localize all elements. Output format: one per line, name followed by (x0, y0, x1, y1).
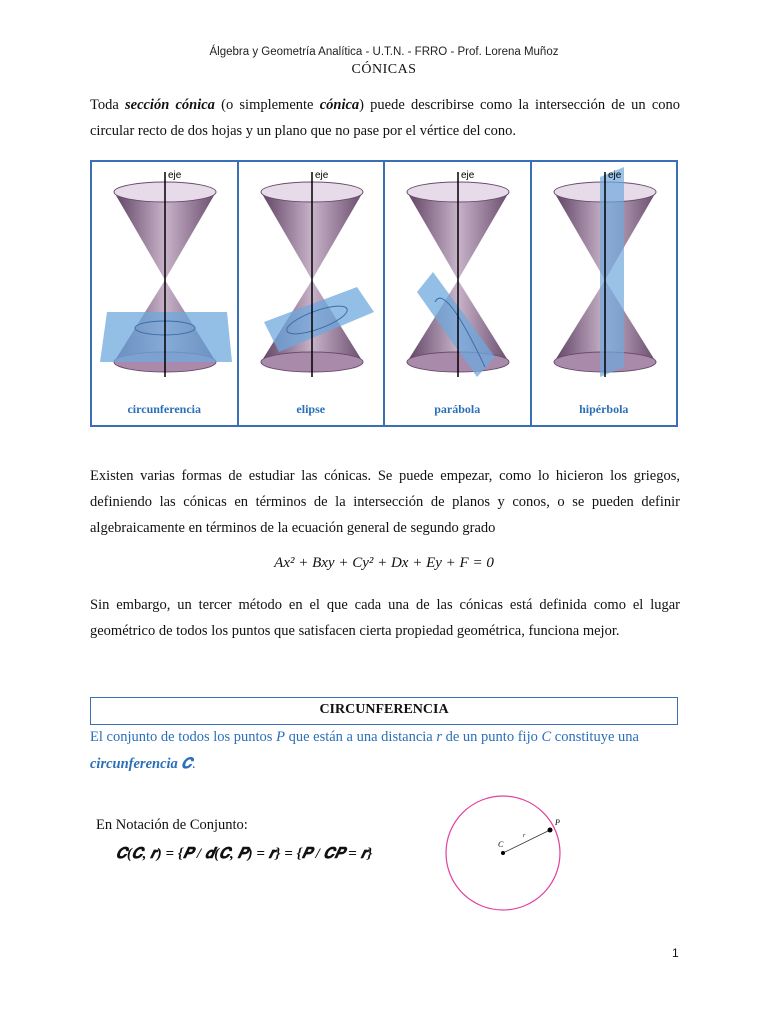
radius-line (503, 830, 550, 853)
point-label: P (555, 818, 560, 827)
caption-hiperbola: hipérbola (579, 402, 629, 416)
section-title-circunferencia: CIRCUNFERENCIA (90, 697, 678, 725)
caption-parabola: parábola (434, 402, 481, 416)
intro-prefix: Toda (90, 97, 125, 113)
definition-mid: que están a una distancia (284, 729, 437, 745)
intro-paragraph (90, 92, 680, 144)
second-paragraph: Existen varias formas de estudiar las cónicas. Se puede empezar, como lo hicieron los griegos, definiendo las cónicas en términos de la intersección de planos y conos, o se pueden definir algebraicamente en términos de la ecuación general de segundo grado (90, 468, 680, 536)
circle-definition (90, 724, 680, 778)
axis-label: eje (607, 170, 621, 181)
page-title: CÓNICAS (351, 62, 417, 77)
intro-middle: (o simplemente (214, 97, 320, 113)
definition-P: P (276, 729, 285, 745)
definition-C: C (541, 729, 552, 745)
definition-suffix: constituye una (551, 729, 639, 745)
third-paragraph: Sin embargo, un tercer método en el que cada una de las cónicas está definida como el lugar geométrico de todos los puntos que satisfacen cierta propiedad geométrica, funciona mejor. (90, 597, 680, 639)
definition-mid2: de un punto fijo (442, 729, 542, 745)
general-equation: Ax² + Bxy + Cy² + Dx + Ey + F = 0 (274, 555, 494, 571)
axis-label: eje (461, 170, 475, 181)
point-P (548, 828, 553, 833)
definition-prefix: El conjunto de todos los puntos (90, 729, 277, 745)
definition-r: r (436, 729, 442, 745)
radius-label: r (523, 833, 526, 839)
cone-hyperbola-cell (532, 162, 677, 425)
page-header: Álgebra y Geometría Analítica - U.T.N. - FRRO - Prof. Lorena Muñoz (209, 46, 559, 58)
intro-term-conica: cónica (319, 97, 360, 113)
cone-parabola-illustration (385, 162, 532, 425)
definition-term: circunferencia 𝑪 (90, 756, 192, 772)
center-label: C (498, 840, 504, 849)
notation-label: En Notación de Conjunto: (96, 817, 248, 833)
cone-parabola-cell (385, 162, 532, 425)
conic-sections-figure (90, 160, 678, 427)
page-number: 1 (672, 946, 679, 960)
axis-label: eje (168, 170, 182, 181)
circle-diagram (440, 790, 575, 925)
cone-hyperbola-illustration (532, 162, 677, 425)
cone-circle-illustration (92, 162, 239, 425)
set-notation-formula: 𝑪(𝑪, 𝒓) = {𝑷 / 𝒅(𝑪, 𝑷) = 𝒓} = {𝑷 / 𝑪𝑷 = 𝒓} (116, 846, 373, 862)
intro-term-seccion-conica: sección cónica (124, 97, 215, 113)
cone-ellipse-cell (239, 162, 386, 425)
cone-ellipse-illustration (239, 162, 386, 425)
intro-suffix: ) puede describirse como la intersección de un cono circular recto de dos hojas y un plano que no pase por el vértice del cono. (90, 97, 681, 139)
caption-elipse: elipse (296, 402, 326, 416)
axis-label: eje (314, 170, 328, 181)
cone-circle-cell (92, 162, 239, 425)
caption-circunferencia: circunferencia (127, 402, 202, 416)
definition-end: . (191, 756, 196, 772)
center-point (501, 851, 505, 855)
